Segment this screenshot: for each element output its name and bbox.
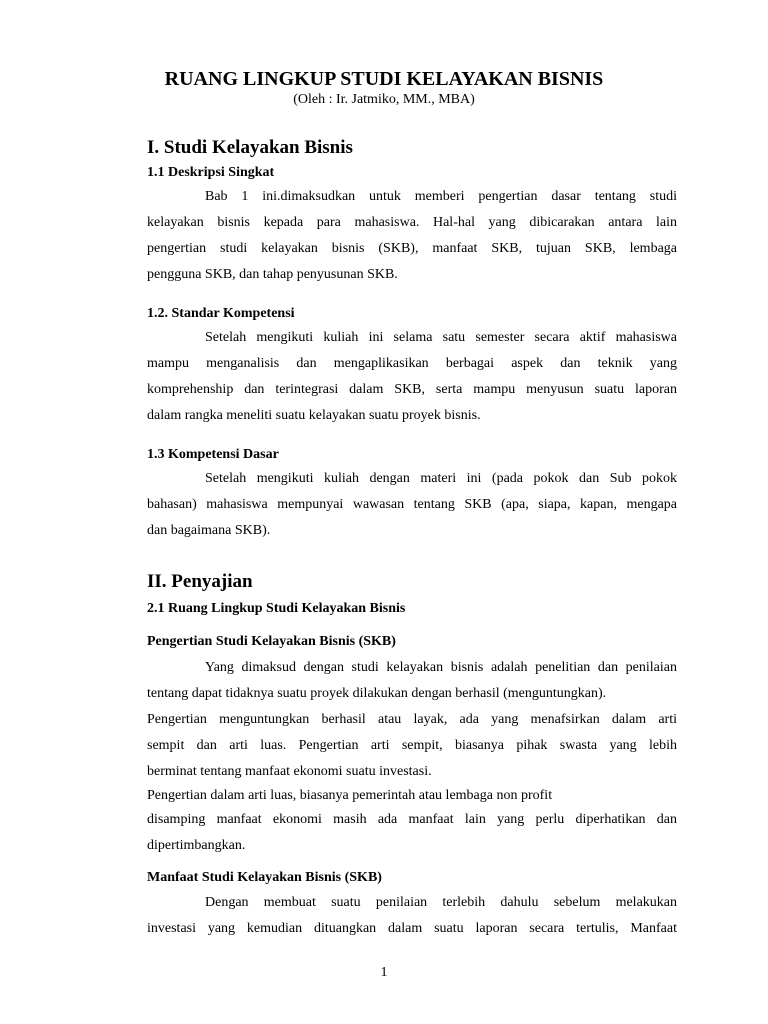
paragraph-line: kelayakan bisnis kepada para mahasiswa. Hal-hal yang dibicarakan antara lain (147, 215, 677, 230)
paragraph-line: mampu menganalisis dan mengaplikasikan berbagai aspek dan teknik yang (147, 356, 677, 371)
paragraph-line: Pengertian dalam arti luas, biasanya pemerintah atau lembaga non profit (147, 788, 553, 803)
paragraph-line: Setelah mengikuti kuliah dengan materi ini (pada pokok dan Sub pokok (205, 471, 677, 486)
paragraph-line: Bab 1 ini.dimaksudkan untuk memberi pengertian dasar tentang studi (205, 189, 677, 204)
paragraph-line: pengguna SKB, dan tahap penyusunan SKB. (147, 267, 398, 282)
document-title: RUANG LINGKUP STUDI KELAYAKAN BISNIS (164, 68, 604, 90)
paragraph-line: dalam rangka meneliti suatu kelayakan suatu proyek bisnis. (147, 408, 481, 423)
paragraph-line: dipertimbangkan. (147, 838, 246, 853)
paragraph-line: dan bagaimana SKB). (147, 523, 271, 538)
subsection-heading-1-1: 1.1 Deskripsi Singkat (147, 165, 275, 180)
topic-heading-pengertian: Pengertian Studi Kelayakan Bisnis (SKB) (147, 634, 396, 649)
document-author: (Oleh : Ir. Jatmiko, MM., MBA) (293, 92, 475, 107)
paragraph-line: investasi yang kemudian dituangkan dalam suatu laporan secara tertulis, Manfaat (147, 921, 677, 936)
paragraph-line: tentang dapat tidaknya suatu proyek dilakukan dengan berhasil (menguntungkan). (147, 686, 607, 701)
subsection-heading-1-2: 1.2. Standar Kompetensi (147, 306, 295, 321)
paragraph-line: komprehenship dan terintegrasi dalam SKB, serta mampu menyusun suatu laporan (147, 382, 677, 397)
page-number: 1 (380, 965, 388, 980)
paragraph-line: disamping manfaat ekonomi masih ada manfaat lain yang perlu diperhatikan dan (147, 812, 677, 827)
paragraph-line: berminat tentang manfaat ekonomi suatu investasi. (147, 764, 432, 779)
subsection-heading-1-3: 1.3 Kompetensi Dasar (147, 447, 279, 462)
paragraph-line: sempit dan arti luas. Pengertian arti sempit, biasanya pihak swasta yang lebih (147, 738, 677, 753)
paragraph-line: Yang dimaksud dengan studi kelayakan bisnis adalah penelitian dan penilaian (205, 660, 677, 675)
paragraph-line: Pengertian menguntungkan berhasil atau layak, ada yang menafsirkan dalam arti (147, 712, 677, 727)
section-heading-1: I. Studi Kelayakan Bisnis (147, 137, 353, 158)
section-heading-2: II. Penyajian (147, 571, 253, 592)
paragraph-line: Setelah mengikuti kuliah ini selama satu semester secara aktif mahasiswa (205, 330, 677, 345)
topic-heading-manfaat: Manfaat Studi Kelayakan Bisnis (SKB) (147, 870, 382, 885)
paragraph-line: Dengan membuat suatu penilaian terlebih dahulu sebelum melakukan (205, 895, 677, 910)
paragraph-line: bahasan) mahasiswa mempunyai wawasan tentang SKB (apa, siapa, kapan, mengapa (147, 497, 677, 512)
paragraph-line: pengertian studi kelayakan bisnis (SKB), manfaat SKB, tujuan SKB, lembaga (147, 241, 677, 256)
subsection-heading-2-1: 2.1 Ruang Lingkup Studi Kelayakan Bisnis (147, 601, 406, 616)
